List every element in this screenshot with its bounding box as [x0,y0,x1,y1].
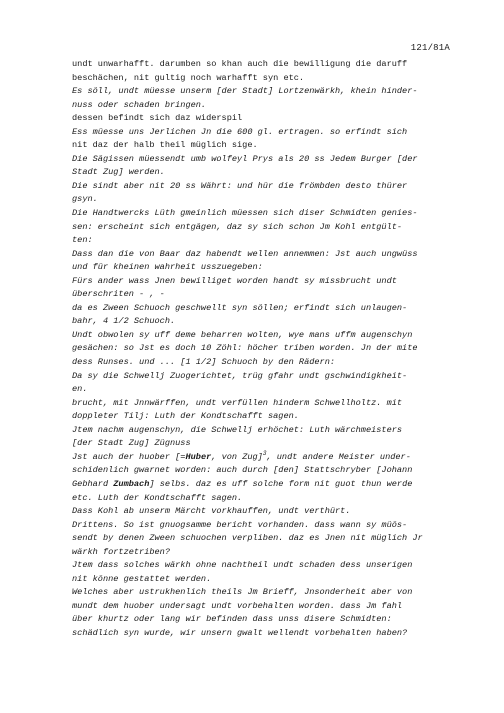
text-segment: schädlich syn wurde, wir unsern gwalt wellendt vorbehalten haben? [72,627,408,638]
text-segment: überschriten - , - [72,289,165,300]
text-line [72,342,462,356]
text-segment: Drittens. So ist gnuogsamme bericht vorhanden. dass wann sy müös- [72,519,408,530]
text-segment: Es söll, undt müesse unserm [der Stadt] Lortzenwärkh, khein hinder- [72,86,418,97]
text-line [72,356,462,370]
text-segment: Dass Kohl ab unserm Märcht vorkhauffen, undt verthürt. [72,506,351,517]
text-segment: sen: erscheint sich entgägen, daz sy sich schon Jm Kohl entgült- [72,221,403,232]
text-segment: bahr, 4 1/2 Schuoch. [72,316,176,327]
text-line [72,613,462,627]
text-line [72,451,462,465]
text-line [72,492,462,506]
text-line [72,166,462,180]
text-segment: Gebhard [72,478,114,489]
text-segment: en. [72,384,88,395]
text-line [72,478,462,492]
text-segment: Da sy die Schwellj Zuogerichtet, trüg gfahr undt gschwindigkheit- [72,370,408,381]
text-segment: gsyn. [72,194,98,205]
text-segment: Undt obwolen sy uff deme beharren wolten, wye mans uffm augenschyn [72,329,413,340]
text-segment: mundt dem huober undersagt undt vorbehalten worden. dass Jm fahl [72,600,403,611]
text-segment: brucht, mit Jnnwärffen, undt verfüllen hinderm Schwellholtz. mit [72,397,403,408]
text-segment: ten: [72,235,93,246]
text-line [72,207,462,221]
text-segment: und für kheinen wahrheit usszuegeben: [72,262,263,273]
text-segment: [der Stadt Zug] Zügnuss [72,438,191,449]
text-line [72,58,462,72]
text-line [72,627,462,641]
text-line [72,410,462,424]
text-line [72,464,462,478]
text-line [72,221,462,235]
text-line [72,573,462,587]
text-segment: nit könne gestattet werden. [72,573,212,584]
text-segment: Jst auch der huober [= [72,451,186,462]
text-body [72,58,462,641]
text-line [72,112,462,126]
footnote-marker: 3 [262,450,267,457]
text-line [72,99,462,113]
text-segment: Jtem nachm augenschyn, die Schwellj erhöchet: Luth wärchmeisters [72,424,403,435]
text-line [72,248,462,262]
text-line [72,383,462,397]
text-line [72,261,462,275]
text-segment: über khurtz oder lang wir befinden dass unss disere Schmidten: [72,614,392,625]
text-line [72,153,462,167]
text-line [72,126,462,140]
bold-name: Huber [185,451,212,462]
text-segment: nuss oder schaden bringen. [72,99,207,110]
text-line [72,139,462,153]
text-segment: Jtem dass solches wärkh ohne nachtheil undt schaden dess unserigen [72,560,413,571]
text-line [72,397,462,411]
text-segment: beschächen, nit gultig noch warhafft syn etc. [72,72,305,83]
text-line [72,275,462,289]
text-line [72,72,462,86]
text-line [72,234,462,248]
text-segment: dessen befindt sich daz widerspil [72,113,243,124]
text-segment: Die sindt aber nit 20 ss Währt: und hür die frömbden desto thürer [72,180,408,191]
text-segment: etc. Luth der Kondtschafft sagen. [72,492,243,503]
text-line [72,85,462,99]
text-segment: Die Handtwercks Lüth gmeinlich müessen sich diser Schmidten genies- [72,208,418,219]
text-line [72,424,462,438]
text-segment: wärkh fortzetriben? [72,546,170,557]
bold-name: Zumbach [113,478,150,489]
text-line [72,600,462,614]
text-segment: Ess müesse uns Jerlichen Jn die 600 gl. ertragen. so erfindt sich [72,126,408,137]
text-segment: ] selbs. daz es uff solche form nit guot thun werde [149,478,413,489]
text-segment: nit daz der halb theil müglich sige. [72,140,258,151]
text-line [72,329,462,343]
text-segment: undt unwarhafft. darumben so khan auch die bewilligung die daruff [72,59,408,69]
text-line [72,559,462,573]
text-segment: Dass dan die von Baar daz habendt wellen annemmen: Jst auch ungwüss [72,248,418,259]
text-line [72,437,462,451]
text-line [72,546,462,560]
text-line [72,193,462,207]
text-line [72,370,462,384]
text-segment: doppleter Tilj: Luth der Kondtschafft sagen. [72,411,299,422]
text-segment: da es Zween Schuoch geschwellt syn söllen; erfindt sich unlaugen- [72,302,408,313]
text-line [72,302,462,316]
text-segment: sendt by denen Zween schuochen verpliben. daz es Jnen nit müglich Jr [72,533,423,544]
text-line [72,505,462,519]
text-segment: schidenlich gwarnet worden: auch durch [den] Stattschryber [Johann [72,465,413,476]
text-segment: Stadt Zug] werden. [72,167,165,178]
text-line [72,288,462,302]
text-segment: gesächen: so Jst es doch 10 Zöhl: höcher triben worden. Jn der mite [72,343,418,354]
text-line [72,586,462,600]
text-segment: , undt andere Meister under- [266,451,411,462]
text-line [72,315,462,329]
text-segment: , von Zug] [211,451,263,462]
text-segment: dess Runses. und ... [1 1/2] Schuoch by den Rädern: [72,357,336,368]
text-line [72,532,462,546]
text-line [72,180,462,194]
text-segment: Fürs ander wass Jnen bewilliget worden handt sy missbrucht undt [72,275,397,286]
page-number: 121/81A [410,43,450,53]
text-segment: Welches aber ustrukhenlich theils Jm Brieff, Jnsonderheit aber von [72,587,413,598]
text-segment: Die Sägissen müessendt umb wolfeyl Prys als 20 ss Jedem Burger [der [72,153,418,164]
text-line [72,519,462,533]
